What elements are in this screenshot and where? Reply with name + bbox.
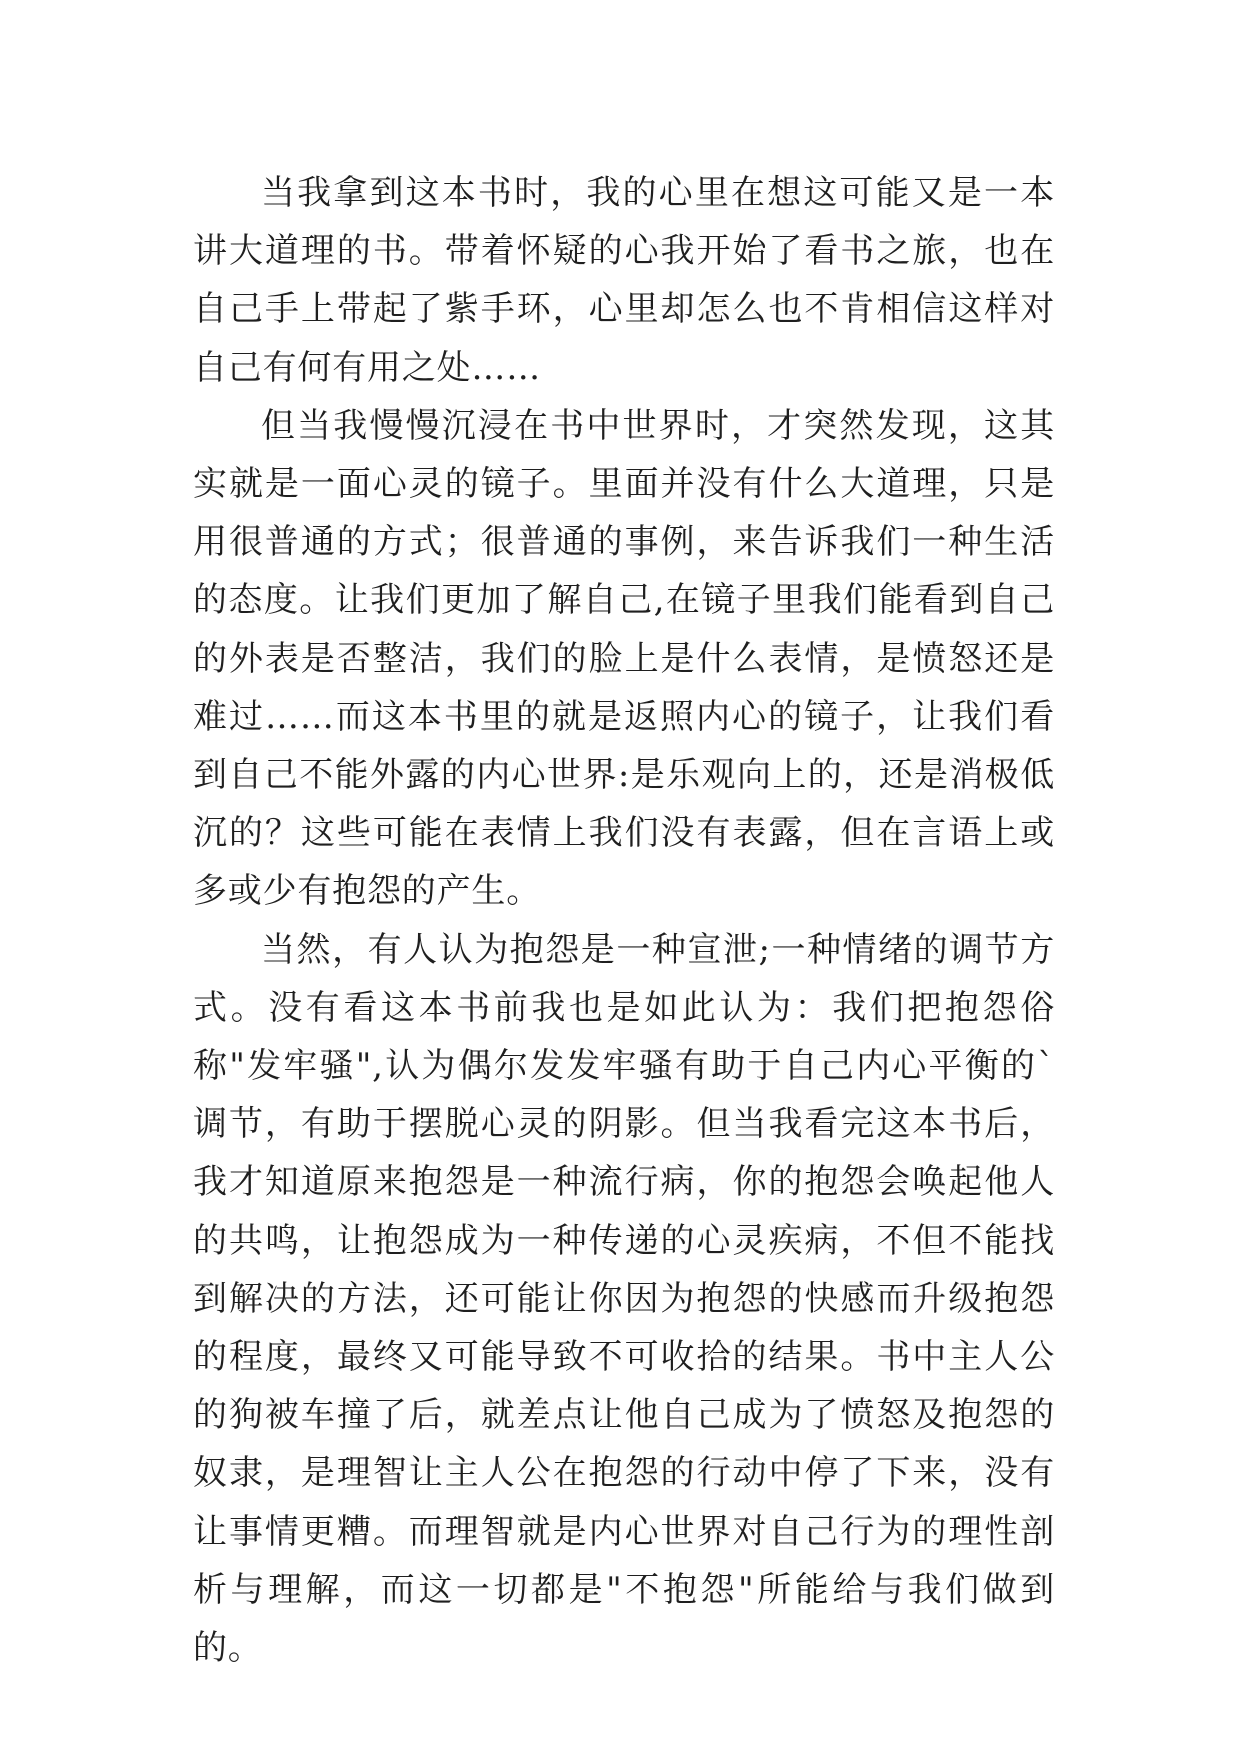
paragraph-3: 当然，有人认为抱怨是一种宣泄;一种情绪的调节方式。没有看这本书前我也是如此认为：我们把抱怨俗称"发牢骚",认为偶尔发发牢骚有助于自己内心平衡的`调节，有助于摆脱心灵的阴影。但当我看完这本书后，我才知道原来抱怨是一种流行病，你的抱怨会唤起他人的共鸣，让抱怨成为一种传递的心灵疾病，不但不能找到解决的方法，还可能让你因为抱怨的快感而升级抱怨的程度，最终又可能导致不可收拾的结果。书中主人公的狗被车撞了后，就差点让他自己成为了愤怒及抱怨的奴隶，是理智让主人公在抱怨的行动中停了下来，没有让事情更糟。而理智就是内心世界对自己行为的理性剖析与理解，而这一切都是"不抱怨"所能给与我们做到的。 [193, 929, 1055, 1669]
document-body [193, 164, 1055, 1677]
paragraph-1: 当我拿到这本书时，我的心里在想这可能又是一本讲大道理的书。带着怀疑的心我开始了看书之旅，也在自己手上带起了紫手环，心里却怎么也不肯相信这样对自己有何有用之处…… [193, 173, 1055, 388]
paragraph-2: 但当我慢慢沉浸在书中世界时，才突然发现，这其实就是一面心灵的镜子。里面并没有什么大道理，只是用很普通的方式；很普通的事例，来告诉我们一种生活的态度。让我们更加了解自己,在镜子里我们能看到自己的外表是否整洁，我们的脸上是什么表情，是愤怒还是难过……而这本书里的就是返照内心的镜子，让我们看到自己不能外露的内心世界:是乐观向上的，还是消极低沉的？这些可能在表情上我们没有表露，但在言语上或多或少有抱怨的产生。 [193, 405, 1055, 912]
